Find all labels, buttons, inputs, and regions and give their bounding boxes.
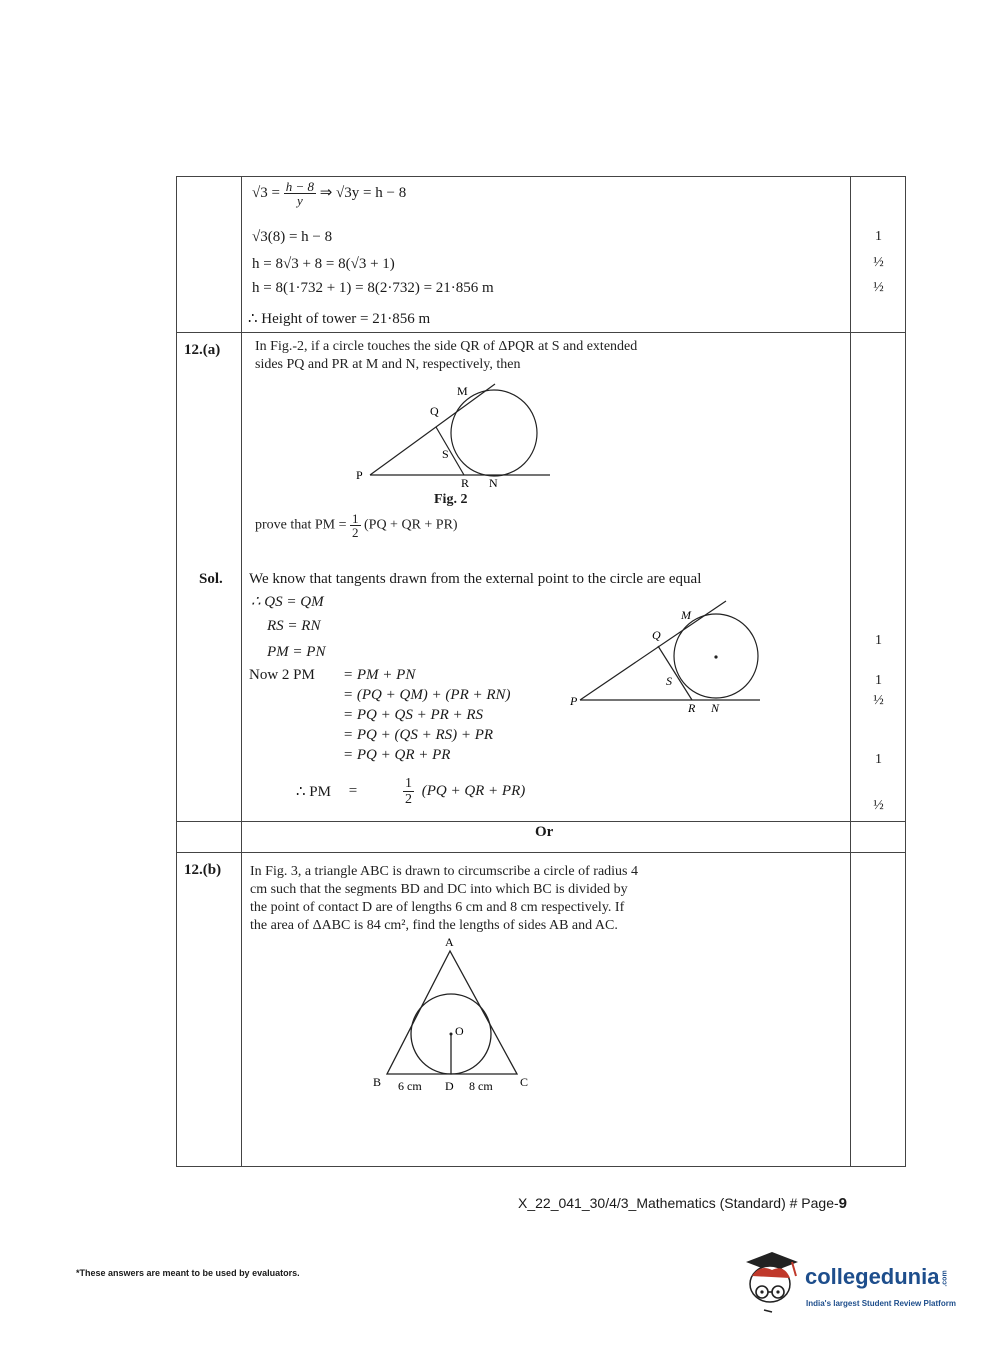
calc-line-4: h = 8(1·732 + 1) = 8(2·732) = 21·856 m bbox=[252, 280, 494, 296]
mark: 1 bbox=[875, 633, 882, 648]
solution-eq-1: ∴ QS = QM bbox=[251, 594, 324, 610]
calc-line-3: h = 8√3 + 8 = 8(√3 + 1) bbox=[252, 256, 395, 272]
question-b-text-line-4: the area of ΔABC is 84 cm², find the lengths of sides AB and AC. bbox=[250, 918, 618, 933]
mark: 1 bbox=[875, 673, 882, 688]
point-label-m: M bbox=[457, 384, 468, 398]
solution-figure-diagram bbox=[568, 598, 768, 718]
solution-step-3: = PQ + QS + PR + RS bbox=[343, 707, 484, 723]
solution-eq-3: PM = PN bbox=[267, 644, 326, 660]
logo-wordmark bbox=[805, 1264, 954, 1290]
mark: 1 bbox=[875, 229, 882, 244]
segment-bd-length: 6 cm bbox=[398, 1079, 422, 1093]
point-label-p: P bbox=[570, 694, 578, 708]
point-label-n: N bbox=[711, 701, 720, 715]
figure-2-diagram bbox=[350, 378, 560, 493]
solution-final bbox=[296, 776, 525, 807]
mark: ½ bbox=[873, 255, 884, 270]
calc-line-1-fraction bbox=[284, 180, 316, 207]
vertex-label-b: B bbox=[373, 1075, 382, 1089]
solution-intro: We know that tangents drawn from the external point to the circle are equal bbox=[249, 571, 702, 587]
center-label-o: O bbox=[455, 1024, 464, 1038]
solution-now-label: Now 2 PM bbox=[249, 667, 315, 683]
mark: ½ bbox=[873, 798, 884, 813]
final-suffix: (PQ + QR + PR) bbox=[421, 783, 526, 799]
question-b-text-line-1: In Fig. 3, a triangle ABC is drawn to circumscribe a circle of radius 4 bbox=[250, 864, 639, 879]
table-divider-left bbox=[241, 176, 242, 1167]
point-label-m: M bbox=[681, 608, 691, 622]
point-label-s: S bbox=[442, 447, 449, 461]
segment-dc-length: 8 cm bbox=[469, 1079, 493, 1093]
question-text-line-1: In Fig.-2, if a circle touches the side QR of ΔPQR at S and extended bbox=[255, 339, 638, 354]
question-label-12b: 12.(b) bbox=[184, 862, 222, 878]
question-text-line-2: sides PQ and PR at M and N, respectively, then bbox=[255, 357, 521, 372]
fraction-numerator: h − 8 bbox=[285, 179, 314, 194]
fraction-numerator: 1 bbox=[352, 511, 359, 526]
fraction-numerator: 1 bbox=[404, 776, 412, 791]
or-separator: Or bbox=[535, 824, 554, 840]
point-label-r: R bbox=[461, 476, 470, 490]
point-label-s: S bbox=[666, 674, 672, 688]
calc-line-5: ∴ Height of tower = 21·856 m bbox=[248, 311, 431, 327]
mark: ½ bbox=[873, 693, 884, 708]
final-fraction bbox=[403, 776, 414, 807]
vertex-label-a: A bbox=[445, 935, 454, 949]
page-footer-code bbox=[518, 1195, 847, 1212]
vertex-label-c: C bbox=[520, 1075, 529, 1089]
solution-label: Sol. bbox=[199, 571, 223, 587]
solution-eq-2: RS = RN bbox=[267, 618, 321, 634]
prove-suffix: (PQ + QR + PR) bbox=[364, 517, 458, 533]
page-number: 9 bbox=[838, 1195, 847, 1212]
collegedunia-mascot-icon bbox=[742, 1250, 802, 1314]
point-label-q: Q bbox=[652, 628, 661, 642]
fraction-denominator: y bbox=[296, 193, 303, 208]
figure-2-caption: Fig. 2 bbox=[434, 492, 468, 507]
row-divider-2 bbox=[176, 821, 906, 822]
point-label-p: P bbox=[356, 468, 363, 482]
solution-step-5: = PQ + QR + PR bbox=[343, 747, 451, 763]
final-prefix: ∴ PM bbox=[296, 784, 331, 800]
final-equals: = bbox=[348, 783, 358, 799]
calc-line-1-right: ⇒ √3y = h − 8 bbox=[319, 184, 407, 201]
calc-line-1-left: √3 = bbox=[252, 184, 280, 201]
logo-com: .com bbox=[942, 1270, 950, 1287]
point-label-r: R bbox=[688, 701, 696, 715]
figure-3-diagram bbox=[365, 932, 545, 1097]
question-label-12a: 12.(a) bbox=[184, 342, 221, 358]
logo-tagline: India's largest Student Review Platform bbox=[806, 1299, 956, 1308]
point-label-n: N bbox=[489, 476, 498, 490]
calc-line-1 bbox=[252, 180, 406, 207]
prove-fraction bbox=[350, 512, 361, 539]
fraction-denominator: 2 bbox=[404, 792, 412, 807]
mark: 1 bbox=[875, 752, 882, 767]
prove-prefix: prove that PM = bbox=[255, 517, 347, 533]
point-label-d: D bbox=[445, 1079, 454, 1093]
solution-step-4: = PQ + (QS + RS) + PR bbox=[343, 727, 494, 743]
solution-step-2: = (PQ + QM) + (PR + RN) bbox=[343, 687, 511, 703]
evaluator-note: *These answers are meant to be used by evaluators. bbox=[76, 1268, 300, 1278]
prove-statement bbox=[255, 512, 458, 539]
question-b-text-line-2: cm such that the segments BD and DC into which BC is divided by bbox=[250, 882, 628, 897]
fraction-denominator: 2 bbox=[352, 525, 359, 540]
mark: ½ bbox=[873, 280, 884, 295]
question-b-text-line-3: the point of contact D are of lengths 6 cm and 8 cm respectively. If bbox=[250, 900, 625, 915]
logo-name: collegedunia bbox=[805, 1264, 940, 1289]
footer-code-text: X_22_041_30/4/3_Mathematics (Standard) # Page- bbox=[518, 1195, 839, 1211]
row-divider-3 bbox=[176, 852, 906, 853]
row-divider-1 bbox=[176, 332, 906, 333]
point-label-q: Q bbox=[430, 404, 439, 418]
table-divider-right bbox=[850, 176, 851, 1167]
calc-line-2: √3(8) = h − 8 bbox=[252, 229, 333, 245]
solution-step-1: = PM + PN bbox=[343, 667, 416, 683]
